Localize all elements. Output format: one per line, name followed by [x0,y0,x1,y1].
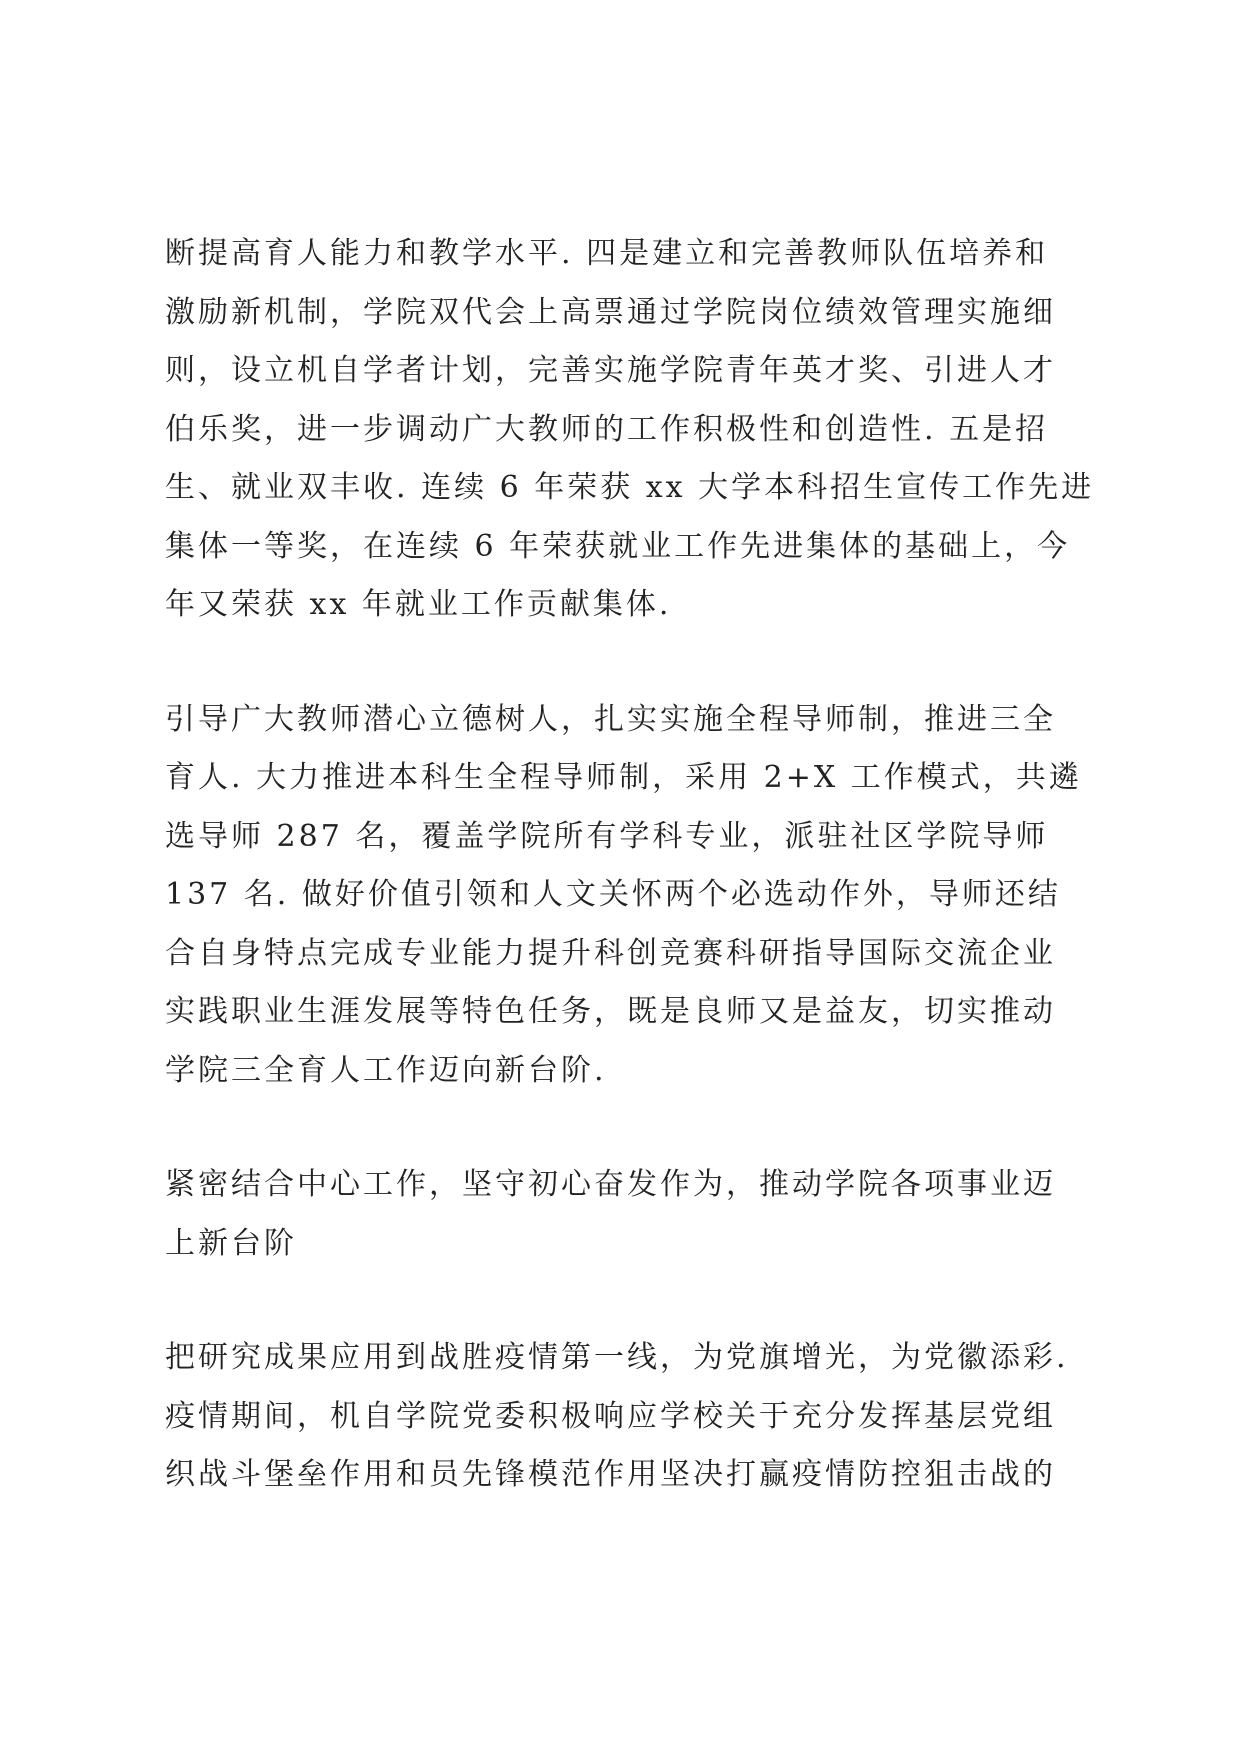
text-line: 断提高育人能力和教学水平. 四是建立和完善教师队伍培养和 [165,236,1049,271]
text-line: 织战斗堡垒作用和员先锋模范作用坚决打赢疫情防控狙击战的 [165,1457,1056,1492]
paragraph-spacer [165,1273,1085,1329]
paragraph-spacer [165,1100,1085,1156]
paragraph-1 [165,225,1095,635]
text-line: 育人. 大力推进本科生全程导师制，采用 2+X 工作模式，共遴 [165,760,1082,795]
text-line: 年又荣获 xx 年就业工作贡献集体. [165,587,672,622]
text-line: 紧密结合中心工作，坚守初心奋发作为，推动学院各项事业迈 [165,1167,1056,1202]
text-line: 伯乐奖，进一步调动广大教师的工作积极性和创造性. 五是招 [165,411,1049,447]
text-line: 合自身特点完成专业能力提升科创竞赛科研指导国际交流企业 [165,935,1056,971]
text-line: 引导广大教师潜心立德树人，扎实实施全程导师制，推进三全 [165,701,1056,737]
text-line: 集体一等奖，在连续 6 年荣获就业工作先进集体的基础上，今 [165,528,1071,564]
text-line: 则，设立机自学者计划，完善实施学院青年英才奖、引进人才 [165,353,1056,388]
paragraph-4 [165,1329,1085,1505]
document-body [165,225,1095,1505]
paragraph-spacer [165,635,1085,691]
text-line: 选导师 287 名，覆盖学院所有学科专业，派驻社区学院导师 [165,818,1049,854]
text-line: 137 名. 做好价值引领和人文关怀两个必选动作外，导师还结 [165,877,1061,912]
text-line: 把研究成果应用到战胜疫情第一线，为党旗增光，为党徽添彩. [165,1340,1069,1375]
text-line: 学院三全育人工作迈向新台阶. [165,1052,607,1088]
text-line: 疫情期间，机自学院党委积极响应学校关于充分发挥基层党组 [165,1398,1056,1434]
text-line: 生、就业双丰收. 连续 6 年荣获 xx 大学本科招生宣传工作先进 [165,470,1095,505]
text-line: 实践职业生涯发展等特色任务，既是良师又是益友，切实推动 [165,994,1056,1029]
section-heading [165,1156,1085,1273]
text-line: 激励新机制，学院双代会上高票通过学院岗位绩效管理实施细 [165,294,1056,330]
paragraph-2 [165,691,1085,1101]
text-line: 上新台阶 [165,1225,297,1261]
